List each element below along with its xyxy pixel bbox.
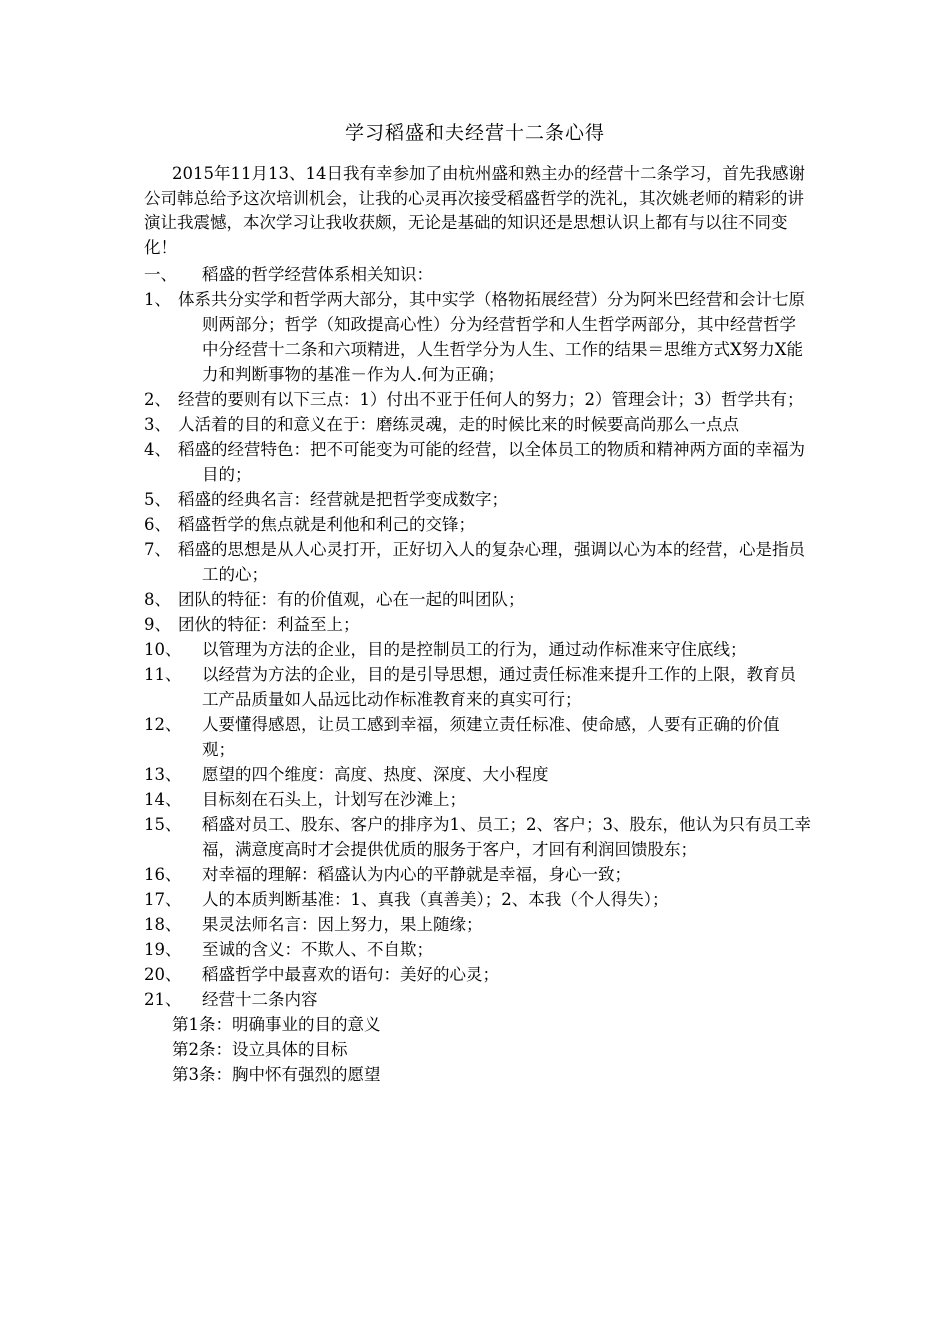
list-item [144, 412, 812, 437]
item-text: 团伙的特征：利益至上； [178, 615, 360, 634]
item-text: 体系共分实学和哲学两大部分，其中实学（格物拓展经营）分为阿米巴经营和会计七原则两部分；哲学（知政提高心性）分为经营哲学和人生哲学两部分，其中经营哲学中分经营十二条和六项精进，人生哲学分为人生、工作的结果＝思维方式X努力X能力和判断事物的基准－作为人.何为正确； [178, 290, 805, 384]
article-item: 第2条：设立具体的目标 [172, 1040, 348, 1059]
item-text: 团队的特征：有的价值观，心在一起的叫团队； [178, 590, 525, 609]
item-text: 稻盛哲学的焦点就是利他和利己的交锋； [178, 515, 475, 534]
item-number: 1、 [144, 290, 171, 309]
item-text: 以经营为方法的企业，目的是引导思想，通过责任标准来提升工作的上限，教育员工产品质量如人品远比动作标准教育来的真实可行； [202, 665, 796, 709]
article-item: 第1条：明确事业的目的意义 [172, 1015, 381, 1034]
item-text: 经营十二条内容 [202, 990, 318, 1009]
list-item [144, 862, 812, 887]
item-number: 2、 [144, 390, 171, 409]
item-number: 20、 [144, 965, 182, 984]
item-text: 果灵法师名言：因上努力，果上随缘； [202, 915, 483, 934]
item-number: 21、 [144, 990, 182, 1009]
list-item [144, 287, 812, 387]
intro-paragraph: 2015年11月13、14日我有幸参加了由杭州盛和熟主办的经营十二条学习，首先我感谢公司韩总给予这次培训机会，让我的心灵再次接受稻盛哲学的洗礼，其次姚老师的精彩的讲演让我震憾，本次学习让我收获颇，无论是基础的知识还是思想认识上都有与以往不同变化！ [144, 164, 805, 257]
section-text: 稻盛的哲学经营体系相关知识： [202, 265, 433, 284]
list-item [144, 812, 812, 862]
list-item [144, 437, 812, 487]
list-item [144, 712, 812, 762]
list-item [144, 787, 812, 812]
list-item [144, 387, 812, 412]
article-item: 第3条：胸中怀有强烈的愿望 [172, 1065, 381, 1084]
numbered-items [144, 287, 812, 1012]
item-number: 18、 [144, 915, 182, 934]
list-item [144, 987, 812, 1012]
list-item [144, 912, 812, 937]
list-item [144, 762, 812, 787]
list-item [144, 512, 812, 537]
list-item [144, 612, 812, 637]
section-heading [144, 262, 812, 287]
list-item [144, 537, 812, 587]
item-number: 16、 [144, 865, 182, 884]
item-number: 9、 [144, 615, 171, 634]
list-item [144, 587, 812, 612]
item-number: 14、 [144, 790, 182, 809]
list-item [144, 887, 812, 912]
item-number: 3、 [144, 415, 171, 434]
item-text: 人活着的目的和意义在于：磨练灵魂，走的时候比来的时候要高尚那么一点点 [178, 415, 739, 434]
item-number: 8、 [144, 590, 171, 609]
item-text: 稻盛的经营特色：把不可能变为可能的经营，以全体员工的物质和精神两方面的幸福为目的； [178, 440, 805, 484]
item-number: 17、 [144, 890, 182, 909]
list-item [144, 962, 812, 987]
item-number: 15、 [144, 815, 182, 834]
article-list [144, 1012, 812, 1087]
item-number: 4、 [144, 440, 171, 459]
item-number: 10、 [144, 640, 182, 659]
item-number: 19、 [144, 940, 182, 959]
item-text: 稻盛哲学中最喜欢的语句：美好的心灵； [202, 965, 499, 984]
item-text: 以管理为方法的企业，目的是控制员工的行为，通过动作标准来守住底线； [202, 640, 747, 659]
item-text: 愿望的四个维度：高度、热度、深度、大小程度 [202, 765, 549, 784]
item-text: 稻盛的思想是从人心灵打开，正好切入人的复杂心理，强调以心为本的经营，心是指员工的心； [178, 540, 805, 584]
item-text: 目标刻在石头上，计划写在沙滩上； [202, 790, 466, 809]
item-number: 7、 [144, 540, 171, 559]
item-number: 6、 [144, 515, 171, 534]
item-number: 12、 [144, 715, 182, 734]
list-item [144, 662, 812, 712]
list-item [144, 487, 812, 512]
section-number: 一、 [144, 265, 177, 284]
item-text: 至诚的含义：不欺人、不自欺； [202, 940, 433, 959]
item-number: 13、 [144, 765, 182, 784]
item-number: 5、 [144, 490, 171, 509]
item-text: 经营的要则有以下三点：1）付出不亚于任何人的努力；2）管理会计；3）哲学共有； [178, 390, 804, 409]
item-text: 稻盛对员工、股东、客户的排序为1、员工；2、客户；3、股东，他认为只有员工幸福，满意度高时才会提供优质的服务于客户，才回有利润回馈股东； [202, 815, 811, 859]
item-text: 对幸福的理解：稻盛认为内心的平静就是幸福，身心一致； [202, 865, 631, 884]
item-text: 人的本质判断基准：1、真我（真善美）；2、本我（个人得失）； [202, 890, 669, 909]
item-number: 11、 [144, 665, 182, 684]
item-text: 稻盛的经典名言：经营就是把哲学变成数字； [178, 490, 508, 509]
list-item [144, 637, 812, 662]
document-title: 学习稻盛和夫经营十二条心得 [344, 122, 605, 144]
list-item [144, 937, 812, 962]
content-list [144, 262, 812, 1087]
item-text: 人要懂得感恩，让员工感到幸福，须建立责任标准、使命感，人要有正确的价值观； [202, 715, 780, 759]
